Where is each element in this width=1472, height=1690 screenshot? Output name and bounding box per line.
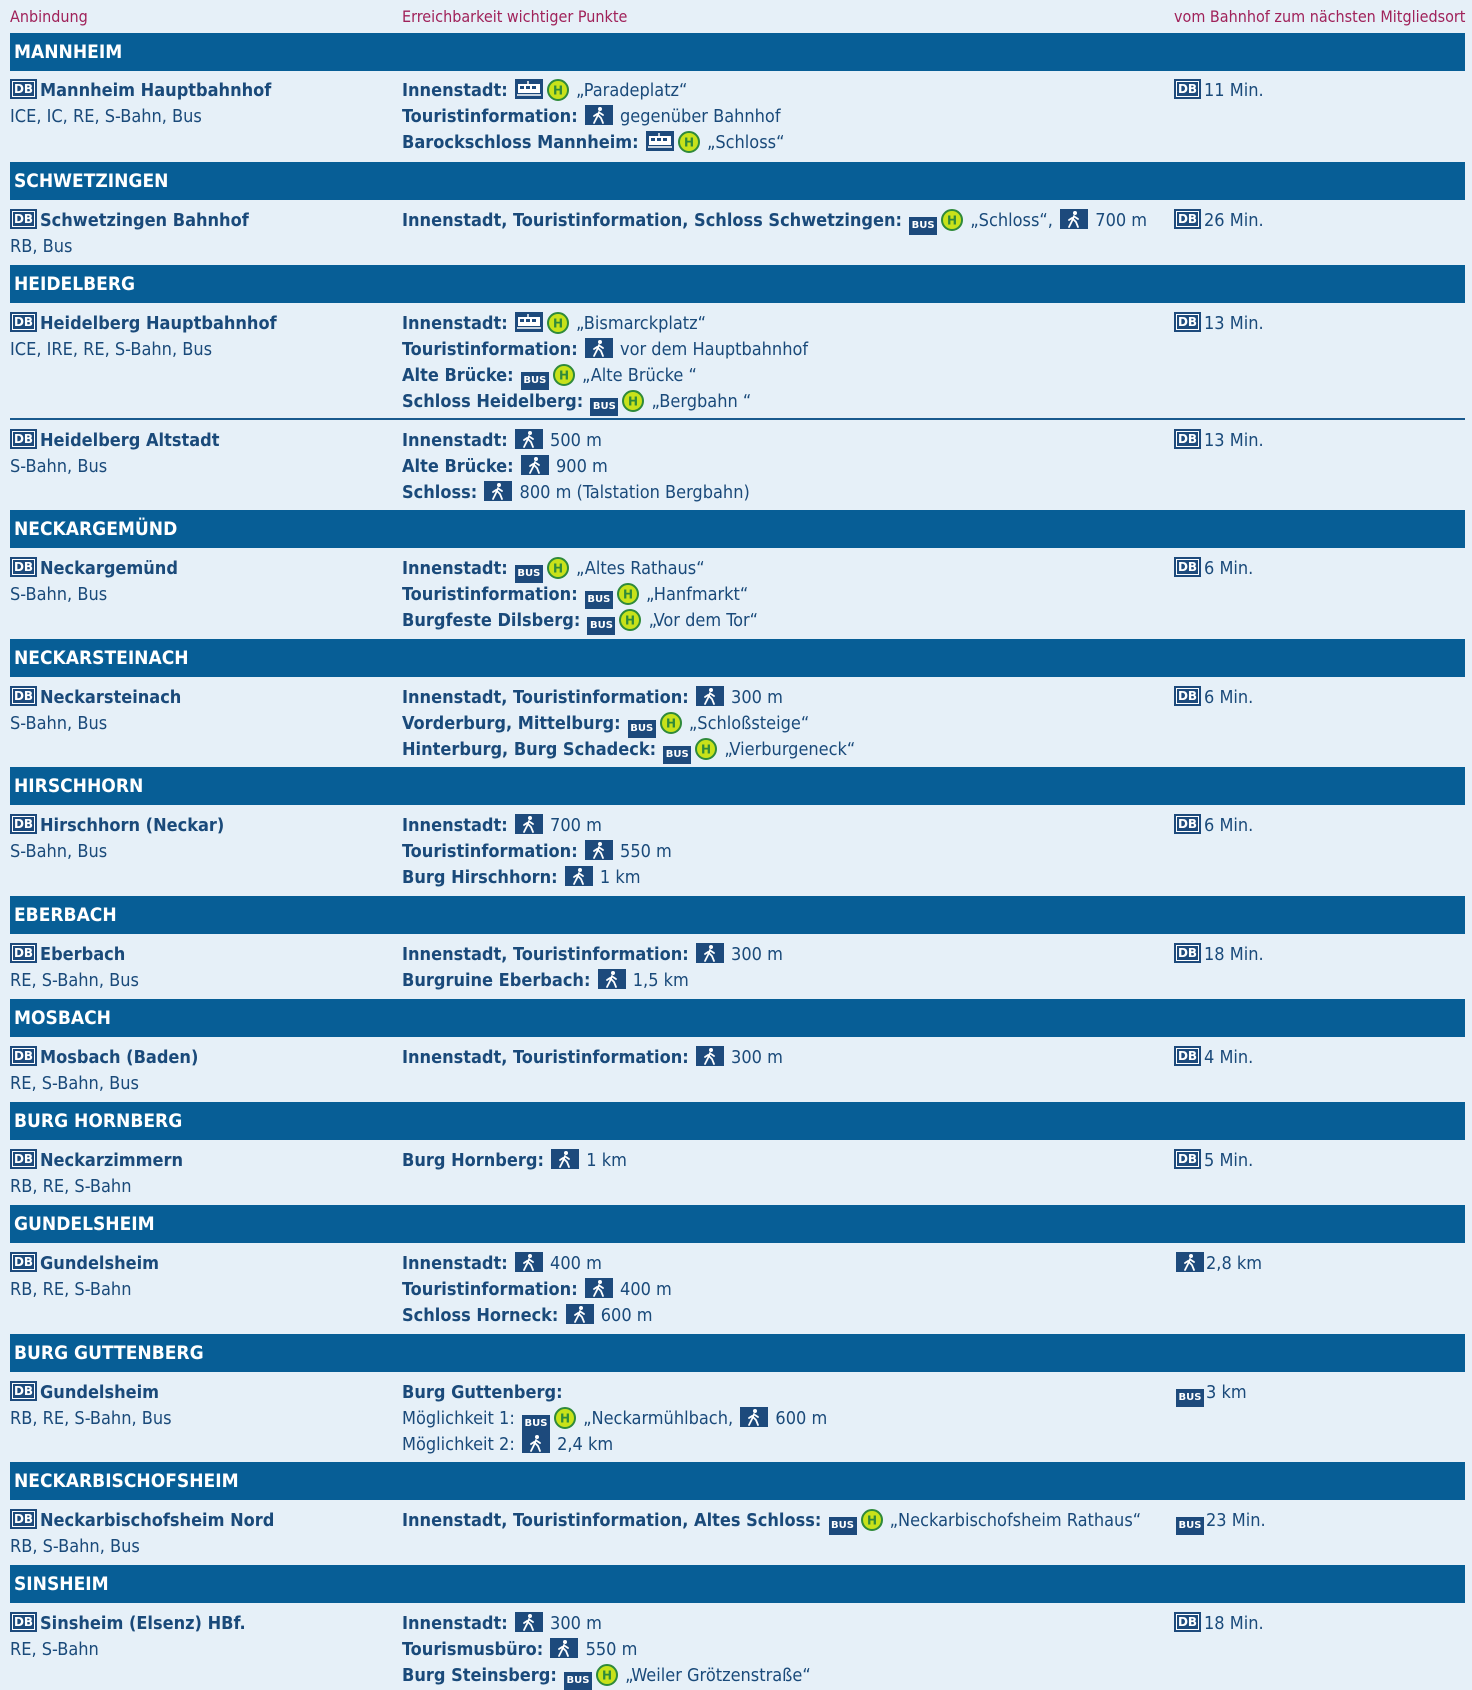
train-lines: RE, S-Bahn [10,1639,99,1660]
section-mannheim: MANNHEIM [10,33,1465,71]
travel-time: 5 Min. [1204,1150,1254,1171]
point-text: „Vor dem Tor“ [648,610,759,631]
db-icon: DB [1174,1046,1201,1066]
db-icon: DB [10,943,37,963]
station-name: Neckargemünd [40,558,178,579]
connection-cell [10,1148,370,1200]
points-cell [402,1251,1182,1329]
svg-text:H: H [947,213,958,228]
bus-icon: BUS [1176,1517,1204,1535]
station-name: Sinsheim (Elsenz) HBf. [40,1613,246,1634]
travel-time: 18 Min. [1204,944,1264,965]
section-heidelberg: HEIDELBERG [10,265,1465,303]
station-name: Gundelsheim [40,1382,160,1403]
section-eberbach: EBERBACH [10,896,1465,934]
travel-time: 11 Min. [1204,80,1264,101]
walk-icon [522,1433,550,1453]
point-line [402,839,1182,865]
point-label: Burg Steinsberg: [402,1665,557,1686]
point-label: Schloss: [402,482,478,503]
point-text: „Bergbahn “ [651,391,752,412]
point-text: 900 m [555,456,608,477]
point-text-2: 600 m [775,1408,828,1429]
point-line [402,582,1182,608]
train-lines: RB, RE, S-Bahn [10,1176,132,1197]
section-schwetzingen: SCHWETZINGEN [10,162,1465,200]
bus-icon: BUS [909,217,937,235]
db-icon: DB [10,1381,37,1401]
member-town-cell [1174,1611,1464,1637]
walk-icon [515,1252,543,1272]
tram-icon [515,79,543,99]
tram-icon [646,131,674,151]
db-icon: DB [10,557,37,577]
bus-icon: BUS [515,565,543,583]
travel-time: 6 Min. [1204,687,1254,708]
point-label: Innenstadt, Touristinformation: [402,944,689,965]
section-mosbach: MOSBACH [10,999,1465,1037]
svg-text:H: H [665,716,676,731]
row-divider [10,418,1465,420]
station-name: Neckarbischofsheim Nord [40,1510,275,1531]
point-label: Innenstadt: [402,558,508,579]
walk-icon [1060,209,1088,229]
point-label: Innenstadt, Touristinformation, Altes Schloss: [402,1510,822,1531]
point-line [402,1432,1182,1458]
points-cell [402,1045,1182,1071]
train-lines: RB, RE, S-Bahn, Bus [10,1408,172,1429]
walk-icon [598,969,626,989]
point-line [402,556,1182,582]
train-lines: RB, S-Bahn, Bus [10,1536,140,1557]
column-header-member-town: vom Bahnhof zum nächsten Mitgliedsort [1174,7,1466,26]
point-line [402,1045,1182,1071]
point-label: Innenstadt, Touristinformation, Schloss Schwetzingen: [402,210,902,231]
point-text: „Vierburgeneck“ [724,739,856,760]
point-text: „Neckarmühlbach, [583,1408,734,1429]
stop-h-icon [660,712,682,734]
walk-icon [696,686,724,706]
point-line [402,711,1182,737]
point-line [402,104,1182,130]
point-text: 600 m [600,1305,653,1326]
db-icon: DB [1174,79,1201,99]
point-text: „Hanfmarkt“ [646,584,749,605]
db-icon: DB [1174,1149,1201,1169]
train-lines: RE, S-Bahn, Bus [10,970,139,991]
point-label: Touristinformation: [402,339,578,360]
bus-icon: BUS [663,746,691,764]
walk-icon [696,943,724,963]
point-label: Burg Hirschhorn: [402,867,558,888]
member-town-cell [1174,1045,1464,1071]
point-label: Vorderburg, Mittelburg: [402,713,621,734]
point-text-2: 700 m [1095,210,1148,231]
db-icon: DB [10,209,37,229]
stop-h-icon [554,1407,576,1429]
travel-time: 13 Min. [1204,430,1264,451]
db-icon: DB [1174,312,1201,332]
point-line [402,1637,1182,1663]
member-town-cell [1174,556,1464,582]
db-icon: DB [10,1252,37,1272]
svg-text:H: H [622,587,633,602]
point-line [402,1380,1182,1406]
stop-h-icon [617,583,639,605]
member-town-cell [1174,1508,1464,1534]
point-text: „Paradeplatz“ [576,80,688,101]
section-neckarbischofsheim: NECKARBISCHOFSHEIM [10,1462,1465,1500]
point-text: 400 m [620,1279,672,1300]
bus-icon: BUS [522,1415,550,1433]
section-sinsheim: SINSHEIM [10,1565,1465,1603]
stop-h-icon [553,364,575,386]
point-line [402,208,1182,234]
walk-icon [585,105,613,125]
point-line [402,608,1182,634]
db-icon: DB [10,1046,37,1066]
bus-icon: BUS [587,617,615,635]
member-town-cell [1174,1148,1464,1174]
db-icon: DB [10,1149,37,1169]
svg-text:H: H [552,316,563,331]
point-label: Burg Hornberg: [402,1150,544,1171]
walk-icon [565,866,593,886]
point-text: „Schloss“ [706,132,785,153]
point-line [402,1303,1182,1329]
svg-text:H: H [601,1668,613,1683]
point-line [402,130,1182,156]
point-line [402,813,1182,839]
station-name: Neckarsteinach [40,687,182,708]
member-town-cell [1174,942,1464,968]
stop-h-icon [619,609,641,631]
points-cell [402,208,1182,234]
points-cell [402,428,1182,506]
db-icon: DB [10,312,37,332]
point-text: 550 m [585,1639,638,1660]
walk-icon [484,481,512,501]
db-icon: DB [10,429,37,449]
member-town-cell [1174,813,1464,839]
walk-icon [566,1304,594,1324]
connection-cell [10,942,370,994]
tram-icon [515,312,543,332]
point-text: 300 m [731,1047,783,1068]
svg-text:H: H [558,368,569,383]
point-line [402,942,1182,968]
connection-cell [10,1251,370,1303]
walk-icon [515,429,543,449]
train-lines: S-Bahn, Bus [10,456,108,477]
section-neckarsteinach: NECKARSTEINACH [10,639,1465,677]
connection-cell [10,1380,370,1432]
point-label: Barockschloss Mannheim: [402,132,639,153]
points-cell [402,1380,1182,1458]
travel-time: 4 Min. [1204,1047,1254,1068]
point-line [402,337,1182,363]
option-label: Möglichkeit 1: [402,1408,515,1429]
point-line [402,1663,1182,1689]
points-cell [402,813,1182,891]
bus-icon: BUS [585,591,613,609]
point-label: Innenstadt: [402,815,508,836]
point-line [402,737,1182,763]
point-text: „Bismarckplatz“ [576,313,707,334]
stop-h-icon [622,390,644,412]
station-name: Eberbach [40,944,126,965]
member-town-cell [1174,685,1464,711]
point-line [402,389,1182,415]
bus-icon: BUS [521,372,549,390]
station-name: Mannheim Hauptbahnhof [40,80,272,101]
point-label: Innenstadt: [402,1253,508,1274]
point-label: Touristinformation: [402,1279,578,1300]
db-icon: DB [1174,686,1201,706]
point-text: „Neckarbischofsheim Rathaus“ [889,1510,1142,1531]
svg-text:H: H [552,561,563,576]
section-hirschhorn: HIRSCHHORN [10,767,1465,805]
point-label: Innenstadt: [402,80,508,101]
point-line [402,968,1182,994]
station-name: Mosbach (Baden) [40,1047,199,1068]
stop-h-icon [547,312,569,334]
points-cell [402,685,1182,763]
travel-time: 26 Min. [1204,210,1264,231]
section-burg-hornberg: BURG HORNBERG [10,1102,1465,1140]
bus-icon: BUS [1176,1389,1204,1407]
travel-time: 13 Min. [1204,313,1264,334]
connection-cell [10,1508,370,1560]
point-line [402,480,1182,506]
svg-text:H: H [628,394,639,409]
point-line [402,428,1182,454]
station-name: Neckarzimmern [40,1150,184,1171]
point-label: Touristinformation: [402,584,578,605]
svg-text:H: H [552,83,563,98]
svg-text:H: H [866,1513,877,1528]
point-text: 400 m [550,1253,602,1274]
point-label: Innenstadt, Touristinformation: [402,1047,689,1068]
bus-icon: BUS [829,1517,857,1535]
point-label: Burg Guttenberg: [402,1382,563,1403]
walk-icon [585,840,613,860]
svg-text:H: H [701,742,712,757]
point-text: 1 km [599,867,641,888]
point-text: „Alte Brücke “ [581,365,697,386]
point-line [402,78,1182,104]
column-header-points: Erreichbarkeit wichtiger Punkte [402,7,628,26]
train-lines: RB, Bus [10,236,73,257]
db-icon: DB [1174,209,1201,229]
stop-h-icon [678,131,700,153]
travel-time: 6 Min. [1204,815,1254,836]
member-town-cell [1174,311,1464,337]
bus-icon: BUS [564,1672,592,1690]
section-neckargemuend: NECKARGEMÜND [10,510,1465,548]
member-town-cell [1174,1380,1464,1406]
train-lines: S-Bahn, Bus [10,841,108,862]
points-cell [402,942,1182,994]
point-label: Alte Brücke: [402,456,514,477]
train-lines: RE, S-Bahn, Bus [10,1073,139,1094]
points-cell [402,1148,1182,1174]
stop-h-icon [861,1509,883,1531]
train-lines: S-Bahn, Bus [10,584,108,605]
point-line [402,865,1182,891]
point-line [402,1406,1182,1432]
connection-cell [10,813,370,865]
point-text: gegenüber Bahnhof [620,106,781,127]
station-name: Schwetzingen Bahnhof [40,210,249,231]
db-icon: DB [1174,943,1201,963]
travel-time: 3 km [1206,1382,1247,1403]
walk-icon [585,1278,613,1298]
point-label: Tourismusbüro: [402,1639,544,1660]
walk-icon [521,455,549,475]
point-label: Schloss Horneck: [402,1305,559,1326]
connection-cell [10,311,370,363]
point-label: Innenstadt: [402,430,508,451]
point-label: Burgruine Eberbach: [402,970,591,991]
point-text: 500 m [550,430,602,451]
point-label: Hinterburg, Burg Schadeck: [402,739,657,760]
walk-icon [740,1407,768,1427]
point-line [402,363,1182,389]
connection-cell [10,78,370,130]
walk-icon [696,1046,724,1066]
svg-text:H: H [683,135,694,150]
member-town-cell [1174,428,1464,454]
point-label: Innenstadt, Touristinformation: [402,687,689,708]
points-cell [402,311,1182,415]
walk-icon [515,1612,543,1632]
travel-time: 2,8 km [1206,1253,1263,1274]
travel-time: 18 Min. [1204,1613,1264,1634]
option-label: Möglichkeit 2: [402,1434,515,1455]
member-town-cell [1174,208,1464,234]
connection-cell [10,1045,370,1097]
connection-cell [10,1611,370,1663]
db-icon: DB [10,1509,37,1529]
connection-cell [10,556,370,608]
stop-h-icon [547,557,569,579]
travel-time: 6 Min. [1204,558,1254,579]
point-text: „Weiler Grötzenstraße“ [625,1665,811,1686]
point-text: 700 m [550,815,602,836]
point-text: 300 m [731,944,783,965]
walk-icon [1176,1252,1204,1272]
svg-text:H: H [559,1411,570,1426]
point-line [402,1148,1182,1174]
point-label: Innenstadt: [402,1613,508,1634]
point-line [402,1611,1182,1637]
point-text: 1 km [586,1150,627,1171]
db-icon: DB [1174,557,1201,577]
train-lines: S-Bahn, Bus [10,713,108,734]
section-burg-guttenberg: BURG GUTTENBERG [10,1334,1465,1372]
db-icon: DB [10,814,37,834]
point-text: „Altes Rathaus“ [576,558,705,579]
station-name: Gundelsheim [40,1253,160,1274]
points-cell [402,1508,1182,1534]
member-town-cell [1174,78,1464,104]
walk-icon [515,814,543,834]
walk-icon [585,338,613,358]
db-icon: DB [10,1612,37,1632]
point-label: Burgfeste Dilsberg: [402,610,581,631]
points-cell [402,78,1182,156]
member-town-cell [1174,1251,1464,1277]
point-label: Touristinformation: [402,841,578,862]
train-lines: ICE, IRE, RE, S-Bahn, Bus [10,339,213,360]
column-header-connection: Anbindung [10,7,88,26]
db-icon: DB [1174,814,1201,834]
point-line [402,454,1182,480]
point-label: Touristinformation: [402,106,578,127]
point-text: 300 m [550,1613,602,1634]
point-line [402,311,1182,337]
point-line [402,1277,1182,1303]
station-name: Hirschhorn (Neckar) [40,815,225,836]
travel-time: 23 Min. [1206,1510,1266,1531]
point-text: 2,4 km [557,1434,614,1455]
points-cell [402,556,1182,634]
db-icon: DB [1174,1612,1201,1632]
stop-h-icon [547,79,569,101]
point-text: 550 m [620,841,672,862]
db-icon: DB [10,79,37,99]
points-cell [402,1611,1182,1689]
db-icon: DB [10,686,37,706]
point-label: Schloss Heidelberg: [402,391,584,412]
station-name: Heidelberg Altstadt [40,430,220,451]
bus-icon: BUS [628,720,656,738]
point-text: 1,5 km [632,970,689,991]
point-label: Innenstadt: [402,313,508,334]
bus-icon: BUS [590,398,618,416]
walk-icon [551,1149,579,1169]
db-icon: DB [1174,429,1201,449]
stop-h-icon [941,209,963,231]
point-text: 300 m [731,687,783,708]
train-lines: ICE, IC, RE, S-Bahn, Bus [10,106,202,127]
point-label: Alte Brücke: [402,365,514,386]
point-text: „Schloss“, [970,210,1053,231]
walk-icon [550,1638,578,1658]
connection-cell [10,685,370,737]
point-text: vor dem Hauptbahnhof [620,339,809,360]
connection-cell [10,428,370,480]
train-lines: RB, RE, S-Bahn [10,1279,132,1300]
point-line [402,685,1182,711]
point-line [402,1251,1182,1277]
section-gundelsheim: GUNDELSHEIM [10,1205,1465,1243]
stop-h-icon [695,738,717,760]
connection-cell [10,208,370,260]
svg-text:H: H [625,613,636,628]
point-text: 800 m (Talstation Bergbahn) [519,482,750,503]
point-line [402,1508,1182,1534]
station-name: Heidelberg Hauptbahnhof [40,313,277,334]
point-text: „Schloßsteige“ [688,713,810,734]
